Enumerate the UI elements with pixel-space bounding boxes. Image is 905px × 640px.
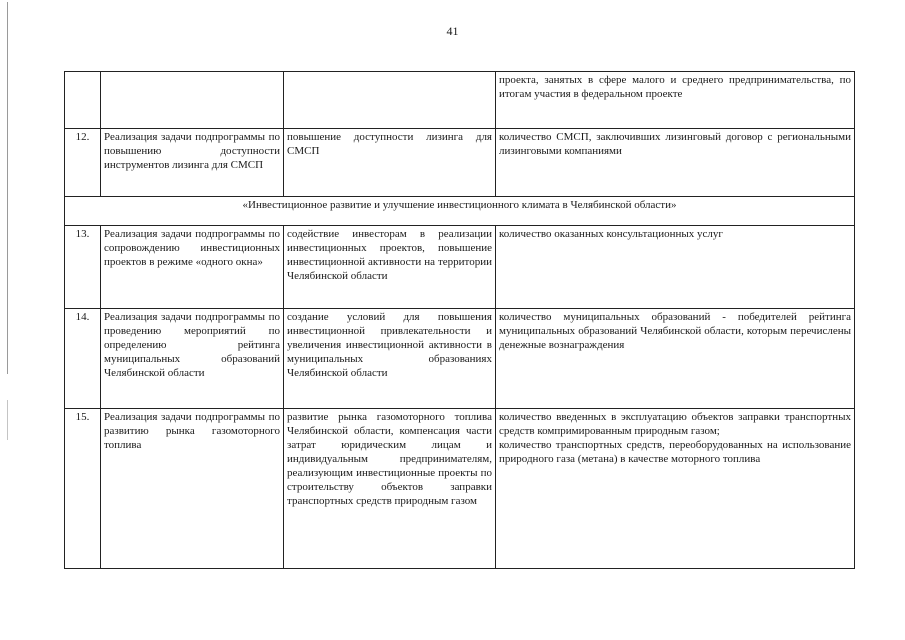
table-section-row — [65, 197, 855, 226]
row-number-cell: 13. — [65, 226, 101, 309]
indicator-cell: проекта, занятых в сфере малого и среднего предпринимательства, по итогам участия в федеральном проекте — [496, 72, 855, 129]
task-cell: Реализация задачи подпрограммы по сопровождению инвестиционных проектов в режиме «одного окна» — [101, 226, 284, 309]
indicator-cell: количество СМСП, заключивших лизинговый договор с региональными лизинговыми компаниями — [496, 129, 855, 197]
indicator-cell: количество муниципальных образований - победителей рейтинга муниципальных образований Челябинской области, которым перечислены денежные вознаграждения — [496, 309, 855, 409]
section-title: «Инвестиционное развитие и улучшение инвестиционного климата в Челябинской области» — [65, 197, 855, 226]
task-cell: Реализация задачи подпрограммы по повышению доступности инструментов лизинга для СМСП — [101, 129, 284, 197]
indicator-line: количество введенных в эксплуатацию объектов заправки транспортных средств компримированным природным газом; — [499, 411, 851, 437]
table-row — [65, 309, 855, 409]
result-cell: повышение доступности лизинга для СМСП — [284, 129, 496, 197]
indicator-line: количество транспортных средств, переоборудованных на использование природного газа (метана) в качестве моторного топлива — [499, 439, 851, 465]
result-cell: развитие рынка газомоторного топлива Челябинской области, компенсация части затрат юридическим лицам и индивидуальным предпринимателям, реализующим инвестиционные проекты по строительству объектов заправки транспортных средств природным газом — [284, 409, 496, 569]
indicator-cell: количество оказанных консультационных услуг — [496, 226, 855, 309]
result-cell: создание условий для повышения инвестиционной привлекательности и увеличения инвестиционной активности в муниципальных образованиях Челябинской области — [284, 309, 496, 409]
row-number-cell: 14. — [65, 309, 101, 409]
indicator-cell — [496, 409, 855, 569]
table-row — [65, 226, 855, 309]
program-table — [64, 71, 855, 569]
result-cell: содействие инвесторам в реализации инвестиционных проектов, повышение инвестиционной активности на территории Челябинской области — [284, 226, 496, 309]
result-cell — [284, 72, 496, 129]
table-row-continuation — [65, 72, 855, 129]
row-number-cell: 12. — [65, 129, 101, 197]
scan-edge-line — [7, 400, 8, 440]
scan-edge-line — [7, 2, 8, 374]
page-number: 41 — [446, 24, 459, 38]
task-cell: Реализация задачи подпрограммы по развитию рынка газомоторного топлива — [101, 409, 284, 569]
task-cell: Реализация задачи подпрограммы по проведению мероприятий по определению рейтинга муниципальных образований Челябинской области — [101, 309, 284, 409]
row-number-cell: 15. — [65, 409, 101, 569]
table-row — [65, 129, 855, 197]
task-cell — [101, 72, 284, 129]
row-number-cell — [65, 72, 101, 129]
table-row — [65, 409, 855, 569]
